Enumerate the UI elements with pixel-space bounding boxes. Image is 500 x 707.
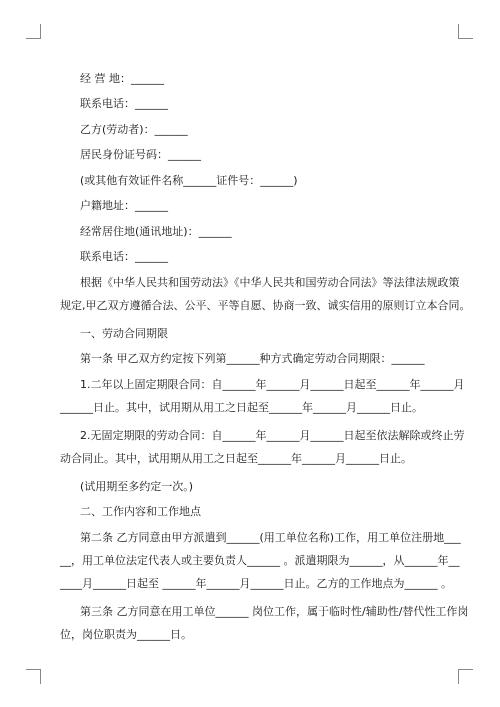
item-1-line-2: ______日止。其中，试用期从用工之日起至______年______月______日止。 [60,401,423,414]
article-2-line-1: 第二条 乙方同意由甲方派遣到______(用工单位名称)工作，用工单位注册地___ [80,531,461,544]
field-id-number: 居民身份证号码：______ [80,148,201,161]
item-1-line-1: 1.二年以上固定期限合同：自______年______月______日起至______年______月 [80,378,465,391]
field-hukou-address: 户籍地址：______ [80,199,168,212]
field-other-id: (或其他有效证件名称______证件号：______) [80,174,298,187]
section-2-title: 二、工作内容和工作地点 [80,505,201,518]
article-2-line-2: __，用工单位法定代表人或主要负责人______ 。派遣期限为______，从______年__ [60,554,460,567]
field-party-b: 乙方(劳动者)：______ [80,123,188,136]
field-business-address: 经 营 地：______ [80,72,164,85]
crop-mark-top-right [458,24,473,39]
probation-note: (试用期至多约定一次。) [80,480,194,493]
crop-mark-bottom-right [458,669,473,684]
intro-line-1: 根据《中华人民共和国劳动法》《中华人民共和国劳动合同法》等法律法规政策 [80,276,460,289]
section-1-title: 一、劳动合同期限 [80,327,168,340]
item-2-line-1: 2.无固定期限的劳动合同：自______年______月______日起至依法解除或终止劳 [80,429,465,442]
crop-mark-top-left [26,24,41,39]
item-2-line-2: 动合同止。其中，试用期从用工之日起至______年______月______日止。 [60,452,412,465]
article-1: 第一条 甲乙双方约定按下列第______种方式确定劳动合同期限：______ [80,352,425,365]
intro-line-2: 规定,甲乙双方遵循合法、公平、平等自愿、协商一致、诚实信用的原则订立本合同。 [60,299,471,312]
field-contact-phone-a: 联系电话：______ [80,97,168,110]
field-residence-address: 经常居住地(通讯地址)：______ [80,225,232,238]
crop-mark-bottom-left [26,669,41,684]
article-3-line-1: 第三条 乙方同意在用工单位______ 岗位工作，属于临时性/辅助性/替代性工作岗 [80,605,469,618]
field-contact-phone-b: 联系电话：______ [80,250,168,263]
article-3-line-2: 位，岗位职责为______日。 [60,628,192,641]
article-2-line-3: ____月______日起至 ______年______月______日止。乙方的工作地点为______ 。 [60,577,452,590]
